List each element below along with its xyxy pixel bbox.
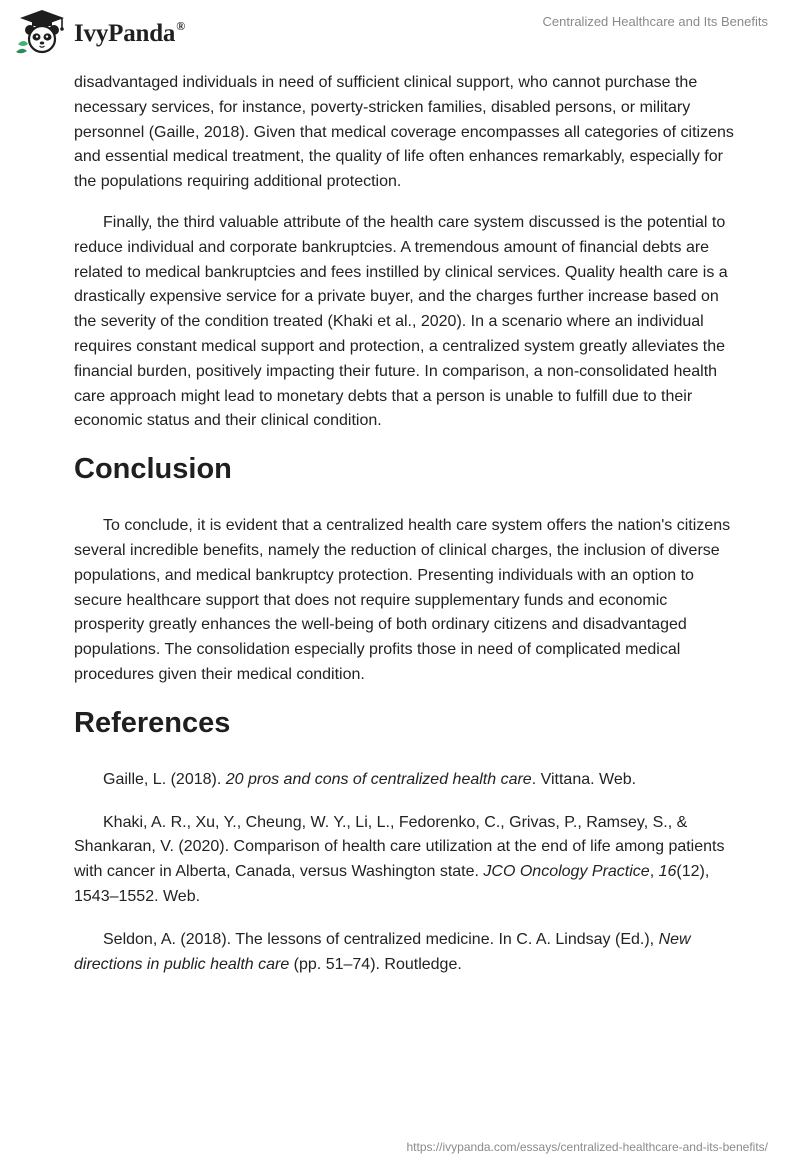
registered-mark: ® — [176, 18, 185, 33]
conclusion-paragraph: To conclude, it is evident that a centralized health care system offers the nation's citizens several incredible benefits, namely the reduction of clinical charges, the inclusion of diverse populations, and medical bankruptcy protection. Presenting individuals with an option to secure healthcare support that does not require supplementary funds and economic prosperity greatly enhances the well-being of both ordinary citizens and disadvantaged populations. The consolidation especially profits those in need of complicated medical procedures given their medical condition. — [74, 517, 731, 683]
panda-graduate-icon — [14, 8, 70, 56]
reference-entry: Khaki, A. R., Xu, Y., Cheung, W. Y., Li, L., Fedorenko, C., Grivas, P., Ramsey, S., & Shankaran, V. (2020). Comparison of health care utilization at the end of life among patients with cancer in Alberta, Canada, versus Washington state. JCO Oncology Practice, 16(12), 1543–1552. Web. — [74, 813, 725, 905]
source-url-link[interactable]: https://ivypanda.com/essays/centralized-healthcare-and-its-benefits/ — [406, 1140, 768, 1154]
body-paragraph: disadvantaged individuals in need of sufficient clinical support, who cannot purchase the necessary services, for instance, poverty-stricken families, disabled persons, or military personnel (Gaille, 2018). Given that medical coverage encompasses all categories of citizens and essential medical treatment, the quality of life often enhances remarkably, especially for the populations requiring additional protection. — [74, 74, 734, 191]
body-paragraph: Finally, the third valuable attribute of the health care system discussed is the potential to reduce individual and corporate bankruptcies. A tremendous amount of financial debts are related to medical bankruptcies and fees instilled by clinical services. Quality health care is a drastically expensive service for a private buyer, and the charges further increase based on the severity of the condition treated (Khaki et al., 2020). In a scenario where an individual requires constant medical support and protection, a centralized system greatly alleviates the financial burden, positively impacting their future. In comparison, a non-consolidated health care approach might lead to monetary debts that a person is unable to fulfill due to their economic status and their clinical condition. — [74, 213, 728, 430]
running-title: Centralized Healthcare and Its Benefits — [542, 14, 768, 29]
conclusion-heading: Conclusion — [74, 453, 232, 486]
brand-name: IvyPanda® — [74, 18, 185, 47]
ivypanda-logo[interactable] — [14, 8, 185, 56]
references-heading: References — [74, 706, 231, 739]
essay-content — [74, 71, 734, 995]
page-header — [0, 0, 800, 60]
reference-entry: Seldon, A. (2018). The lessons of centralized medicine. In C. A. Lindsay (Ed.), New directions in public health care (pp. 51–74). Routledge. — [74, 930, 691, 973]
reference-entry: Gaille, L. (2018). 20 pros and cons of centralized health care. Vittana. Web. — [103, 770, 637, 788]
